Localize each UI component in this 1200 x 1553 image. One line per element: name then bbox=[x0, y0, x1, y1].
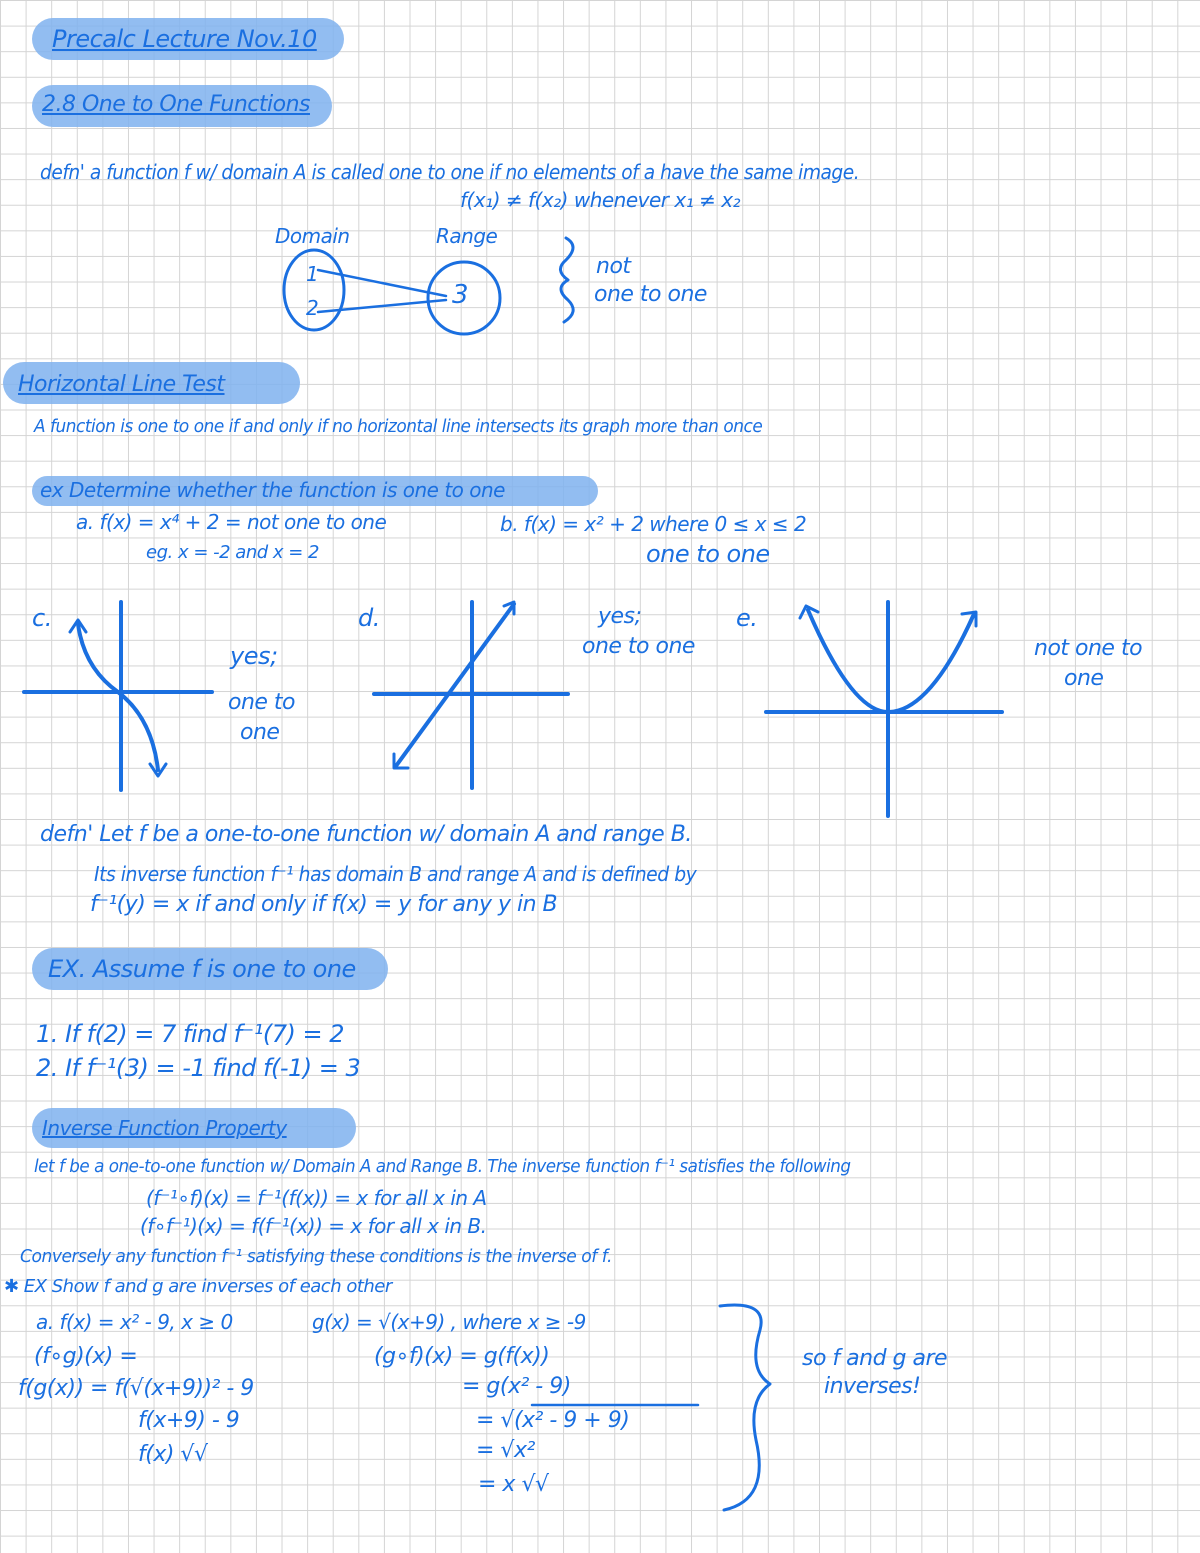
definition-line2: f(x₁) ≠ f(x₂) whenever x₁ ≠ x₂ bbox=[460, 188, 741, 212]
domain-label: Domain bbox=[275, 224, 350, 248]
right-work-3: = √(x² - 9 + 9) bbox=[476, 1408, 630, 1433]
example1-b-answer: one to one bbox=[646, 540, 770, 568]
ifp-line2: (f⁻¹∘f)(x) = f⁻¹(f(x)) = x for all x in A bbox=[146, 1186, 487, 1210]
example1-a: a. f(x) = x⁴ + 2 = not one to one bbox=[76, 510, 387, 534]
example3-f-def: a. f(x) = x² - 9, x ≥ 0 bbox=[36, 1310, 233, 1334]
conclusion-1: so f and g are bbox=[802, 1346, 948, 1371]
ifp-line3: (f∘f⁻¹)(x) = f(f⁻¹(x)) = x for all x in B. bbox=[140, 1214, 487, 1238]
domain-oval bbox=[284, 250, 344, 330]
graph-d-label: d. bbox=[358, 604, 380, 632]
graph-e-label: e. bbox=[736, 604, 758, 632]
example3-g-def: g(x) = √(x+9) , where x ≥ -9 bbox=[312, 1310, 586, 1334]
example1-a-note: eg. x = -2 and x = 2 bbox=[146, 542, 320, 563]
hlt-text: A function is one to one if and only if no horizontal line intersects its graph more than once bbox=[34, 416, 763, 437]
example2-heading: EX. Assume f is one to one bbox=[48, 955, 356, 983]
arrow-1-to-3 bbox=[318, 270, 446, 296]
graph-c-label: c. bbox=[32, 604, 52, 632]
definition2-line2: Its inverse function f⁻¹ has domain B and range A and is defined by bbox=[94, 862, 697, 886]
ifp-line4: Conversely any function f⁻¹ satisfying these conditions is the inverse of f. bbox=[20, 1246, 612, 1267]
left-work-1: (f∘g)(x) = bbox=[34, 1344, 138, 1369]
example1-b: b. f(x) = x² + 2 where 0 ≤ x ≤ 2 bbox=[500, 512, 807, 536]
not-one-to-one-note-1: not bbox=[596, 254, 631, 279]
left-work-3: f(x+9) - 9 bbox=[138, 1408, 240, 1433]
graph-e-answer-1: not one to bbox=[1034, 636, 1143, 661]
definition2-line1: defn' Let f be a one-to-one function w/ domain A and range B. bbox=[40, 822, 692, 847]
ifp-line1: let f be a one-to-one function w/ Domain A and Range B. The inverse function f⁻¹ satisfies the following bbox=[34, 1156, 851, 1177]
graph-d-line bbox=[396, 604, 514, 766]
conclusion-2: inverses! bbox=[824, 1374, 921, 1399]
graph-c-answer-3: one bbox=[240, 720, 280, 745]
ifp-heading: Inverse Function Property bbox=[42, 1116, 287, 1140]
graph-c-answer-1: yes; bbox=[230, 642, 278, 670]
not-one-to-one-note-2: one to one bbox=[594, 282, 707, 307]
right-work-2: = g(x² - 9) bbox=[462, 1374, 571, 1399]
big-brace bbox=[720, 1305, 770, 1510]
domain-value-1: 1 bbox=[306, 262, 319, 286]
hlt-heading: Horizontal Line Test bbox=[18, 372, 225, 397]
right-work-5: = x √√ bbox=[478, 1472, 549, 1497]
example2-item1: 1. If f(2) = 7 find f⁻¹(7) = 2 bbox=[36, 1020, 344, 1048]
section-heading: 2.8 One to One Functions bbox=[42, 92, 310, 117]
right-work-1: (g∘f)(x) = g(f(x)) bbox=[374, 1344, 550, 1369]
left-work-2: f(g(x)) = f(√(x+9))² - 9 bbox=[18, 1376, 254, 1401]
range-value-3: 3 bbox=[452, 280, 469, 310]
example2-item2: 2. If f⁻¹(3) = -1 find f(-1) = 3 bbox=[36, 1054, 361, 1082]
arrow-2-to-3 bbox=[318, 300, 446, 312]
page-title: Precalc Lecture Nov.10 bbox=[52, 25, 317, 53]
right-work-4: = √x² bbox=[476, 1438, 535, 1463]
graph-d-answer-1: yes; bbox=[598, 604, 642, 629]
definition2-line3: f⁻¹(y) = x if and only if f(x) = y for any y in B bbox=[90, 892, 558, 917]
example1-heading: ex Determine whether the function is one to one bbox=[40, 478, 505, 502]
range-label: Range bbox=[436, 224, 498, 248]
graph-c-answer-2: one to bbox=[228, 690, 296, 715]
range-oval bbox=[428, 262, 500, 334]
graph-e-answer-2: one bbox=[1064, 666, 1104, 691]
brace-not-one-to-one bbox=[560, 238, 573, 322]
graph-e-parabola bbox=[808, 610, 974, 712]
graph-c-curve bbox=[78, 624, 158, 770]
example3-heading: ✱ EX Show f and g are inverses of each other bbox=[4, 1276, 392, 1297]
left-work-4: f(x) √√ bbox=[138, 1442, 208, 1467]
definition-line1: defn' a function f w/ domain A is called one to one if no elements of a have the same image. bbox=[40, 160, 860, 184]
domain-value-2: 2 bbox=[306, 296, 319, 320]
graph-d-answer-2: one to one bbox=[582, 634, 695, 659]
